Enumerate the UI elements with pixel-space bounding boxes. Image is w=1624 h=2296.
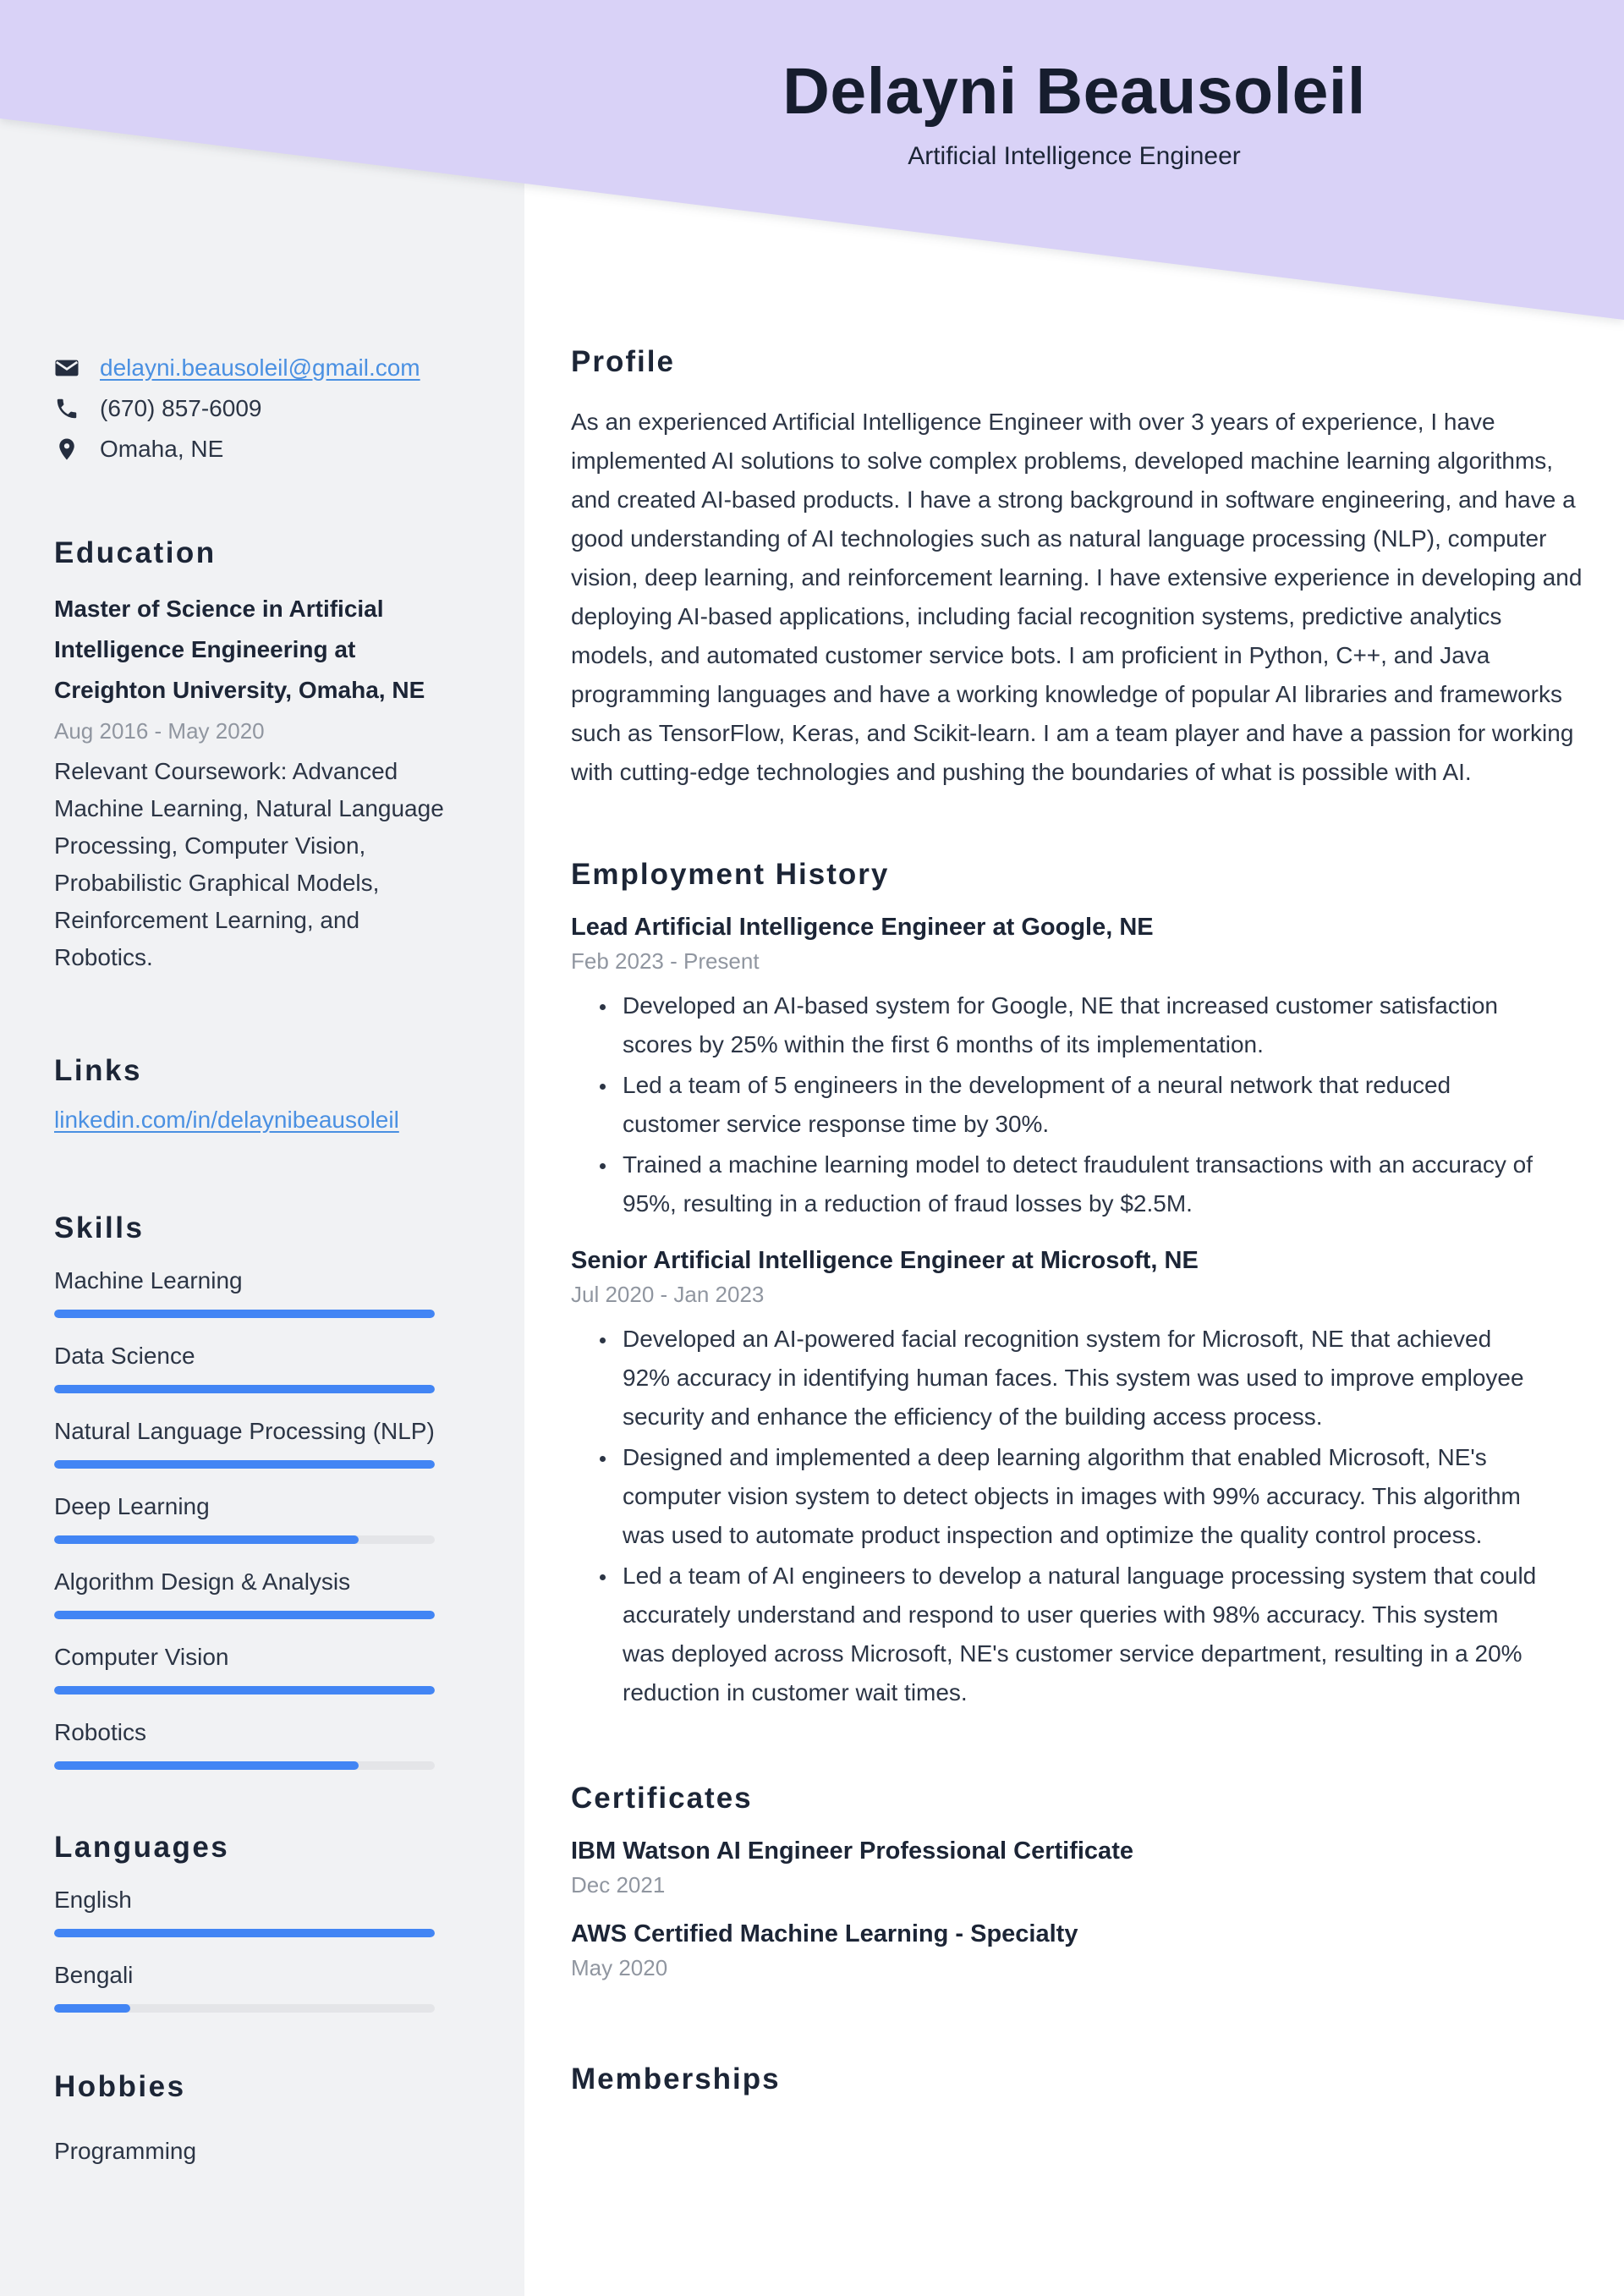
language-bar-fill [54,1929,435,1937]
email-icon [54,355,80,381]
skill-bar-fill [54,1310,435,1318]
location-pin-icon [54,437,80,462]
memberships-heading: Memberships [571,2063,781,2096]
education-degree: Master of Science in Artificial Intelligence Engineering at Creighton University, Omaha, NE [54,596,425,703]
skill-bar [54,1761,435,1770]
profile-section [571,343,1590,792]
job-bullet: • Led a team of AI engineers to develop a natural language processing system that could accurately understand and respond to user queries with 98% accuracy. This system was deployed across Microsoft, NE's customer service department, resulting in a 20% reduction in customer wait times. [617,1557,1539,1712]
skill-label: Deep Learning [54,1493,210,1519]
main-content [524,0,1624,2296]
education-section [54,535,474,976]
skill-label: Robotics [54,1719,146,1745]
hobbies-heading: Hobbies [54,2070,186,2103]
job-entry [571,1244,1590,1712]
skill-label: Data Science [54,1343,195,1369]
language-label: English [54,1887,132,1913]
person-name: Delayni Beausoleil [782,55,1366,128]
skill-bar-fill [54,1535,359,1544]
job-title: Lead Artificial Intelligence Engineer at Google, NE [571,914,1154,941]
skill-bar [54,1460,435,1469]
person-title: Artificial Intelligence Engineer [908,142,1241,170]
skill-item [54,1338,474,1393]
hobby-text: Programming [54,2138,197,2164]
location-text: Omaha, NE [100,436,224,462]
employment-section [571,856,1590,1712]
skill-bar-fill [54,1460,435,1469]
profile-text: As an experienced Artificial Intelligence Engineer with over 3 years of experience, I have implemented AI solutions to solve complex problems, developed machine learning algorithms, and created AI-based products. I have a strong background in software engineering, and have a good understanding of AI technologies such as natural language processing (NLP), computer vision, deep learning, and reinforcement learning. I have extensive experience in developing and deploying AI-based applications, including facial recognition systems, predictive analytics models, and automated customer service bots. I am proficient in Python, C++, and Java programming languages and have a working knowledge of popular AI libraries and frameworks such as TensorFlow, Keras, and Scikit-learn. I am a team player and have a passion for working with cutting-edge technologies and pushing the boundaries of what is possible with AI. [571,409,1583,785]
skill-bar-fill [54,1385,435,1393]
job-dates: Jul 2020 - Jan 2023 [571,1282,765,1307]
certificate-date: May 2020 [571,1955,668,1980]
skill-bar [54,1611,435,1619]
languages-heading: Languages [54,1831,230,1864]
skill-label: Computer Vision [54,1644,229,1670]
language-bar-fill [54,2004,130,2013]
job-bullet: • Designed and implemented a deep learning algorithm that enabled Microsoft, NE's computer vision system to detect objects in images with 99% accuracy. This algorithm was used to automate product inspection and optimize the quality control process. [617,1438,1539,1555]
skill-item [54,1563,474,1619]
certificate-date: Dec 2021 [571,1872,666,1898]
skill-bar [54,1385,435,1393]
contact-location-row [54,435,474,464]
certificates-heading: Certificates [571,1782,753,1815]
skill-bar-fill [54,1686,435,1695]
languages-section [54,1829,474,2013]
skill-label: Machine Learning [54,1267,243,1294]
skill-item [54,1488,474,1544]
language-bar [54,1929,435,1937]
job-bullet: • Led a team of 5 engineers in the development of a neural network that reduced customer service response time by 30%. [617,1066,1539,1144]
skill-item [54,1413,474,1469]
job-bullet-list [571,986,1590,1223]
skill-bar [54,1535,435,1544]
links-section [54,1052,474,1134]
job-dates: Feb 2023 - Present [571,948,760,974]
skill-item [54,1262,474,1318]
skills-section [54,1210,474,1770]
certificates-section [571,1780,1590,1983]
job-title: Senior Artificial Intelligence Engineer at Microsoft, NE [571,1247,1199,1274]
linkedin-link[interactable]: linkedin.com/in/delaynibeausoleil [54,1107,399,1133]
certificate-title: AWS Certified Machine Learning - Specialty [571,1920,1078,1947]
links-heading: Links [54,1054,142,1087]
certificate-entry [571,1917,1590,1983]
phone-number: (670) 857-6009 [100,395,262,421]
contact-email-row [54,354,474,382]
skill-label: Natural Language Processing (NLP) [54,1418,435,1444]
skill-item [54,1639,474,1695]
language-item [54,1957,474,2013]
job-entry [571,910,1590,1223]
link-row [54,1107,474,1134]
email-link[interactable]: delayni.beausoleil@gmail.com [100,354,420,381]
skill-label: Algorithm Design & Analysis [54,1568,351,1595]
contact-phone-row [54,394,474,423]
employment-heading: Employment History [571,858,890,891]
hobbies-section [54,2068,474,2168]
education-dates: Aug 2016 - May 2020 [54,718,265,744]
certificate-title: IBM Watson AI Engineer Professional Certificate [571,1837,1133,1865]
job-bullet: • Developed an AI-powered facial recognition system for Microsoft, NE that achieved 92% accuracy in identifying human faces. This system was used to improve employee security and enhance the efficiency of the building access process. [617,1320,1539,1436]
job-bullet: • Developed an AI-based system for Google, NE that increased customer satisfaction scores by 25% within the first 6 months of its implementation. [617,986,1539,1064]
memberships-section [571,2061,1590,2098]
certificate-entry [571,1834,1590,1900]
language-item [54,1881,474,1937]
skill-item [54,1714,474,1770]
skill-bar [54,1686,435,1695]
profile-heading: Profile [571,345,675,378]
phone-icon [54,396,80,421]
skills-heading: Skills [54,1211,145,1244]
skill-bar-fill [54,1761,359,1770]
language-bar [54,2004,435,2013]
skill-bar [54,1310,435,1318]
skill-bar-fill [54,1611,435,1619]
job-bullet-list [571,1320,1590,1712]
education-description: Relevant Coursework: Advanced Machine Learning, Natural Language Processing, Computer Vision, Probabilistic Graphical Models, Reinforcement Learning, and Robotics. [54,758,444,970]
language-label: Bengali [54,1962,134,1988]
job-bullet: • Trained a machine learning model to detect fraudulent transactions with an accuracy of 95%, resulting in a reduction of fraud losses by $2.5M. [617,1145,1539,1223]
education-heading: Education [54,536,217,569]
